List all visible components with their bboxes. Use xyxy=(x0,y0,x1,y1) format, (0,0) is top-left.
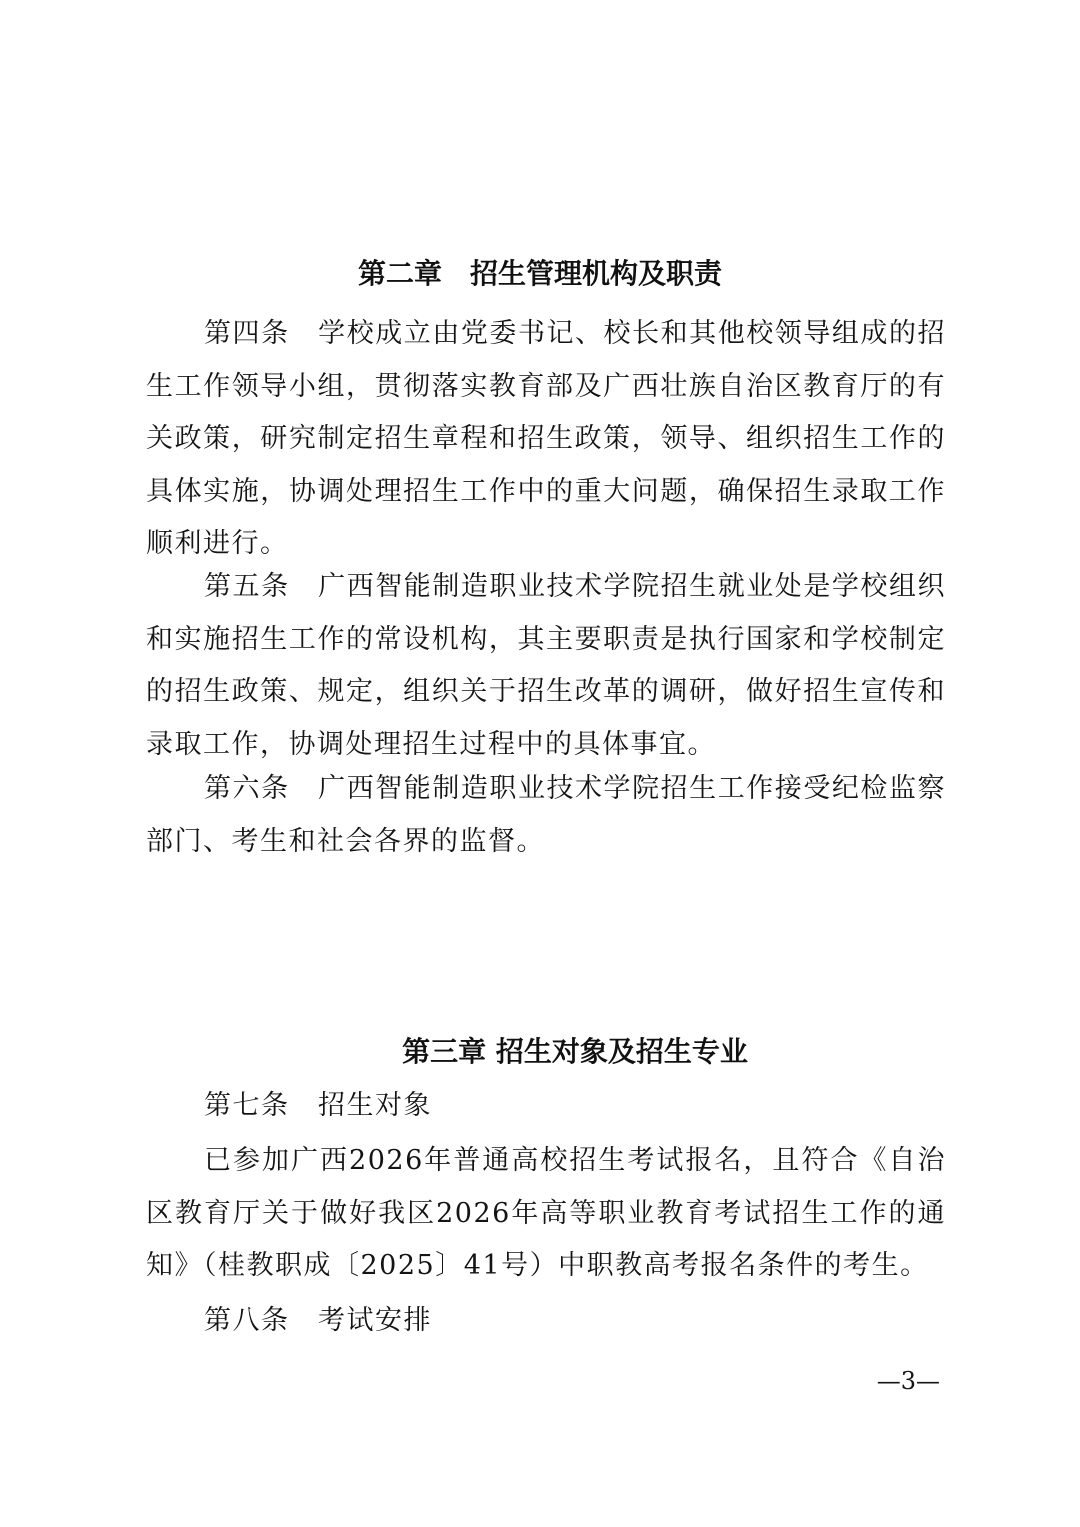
article-6: 第六条 广西智能制造职业技术学院招生工作接受纪检监察部门、考生和社会各界的监督。 xyxy=(146,773,946,857)
chapter-3-title: 第三章 招生对象及招生专业 xyxy=(402,1035,748,1068)
article-5: 第五条 广西智能制造职业技术学院招生就业处是学校组织和实施招生工作的常设机构，其主要职责是执行国家和学校制定的招生政策、规定，组织关于招生改革的调研，做好招生宣传和录取工作，协调处理招生过程中的具体事宜。 xyxy=(146,571,946,760)
article-8: 第八条 考试安排 xyxy=(204,1305,432,1336)
page-number: —3— xyxy=(876,1367,940,1395)
chapter-2-title: 第二章 招生管理机构及职责 xyxy=(357,257,722,290)
article-7-body: 已参加广西2026年普通高校招生考试报名，且符合《自治区教育厅关于做好我区2026年高等职业教育考试招生工作的通知》（桂教职成〔2025〕41号）中职教高考报名条件的考生。 xyxy=(146,1145,946,1281)
article-4: 第四条 学校成立由党委书记、校长和其他校领导组成的招生工作领导小组，贯彻落实教育部及广西壮族自治区教育厅的有关政策，研究制定招生章程和招生政策，领导、组织招生工作的具体实施，协调处理招生工作中的重大问题，确保招生录取工作顺利进行。 xyxy=(146,318,946,559)
article-7: 第七条 招生对象 xyxy=(204,1090,432,1121)
